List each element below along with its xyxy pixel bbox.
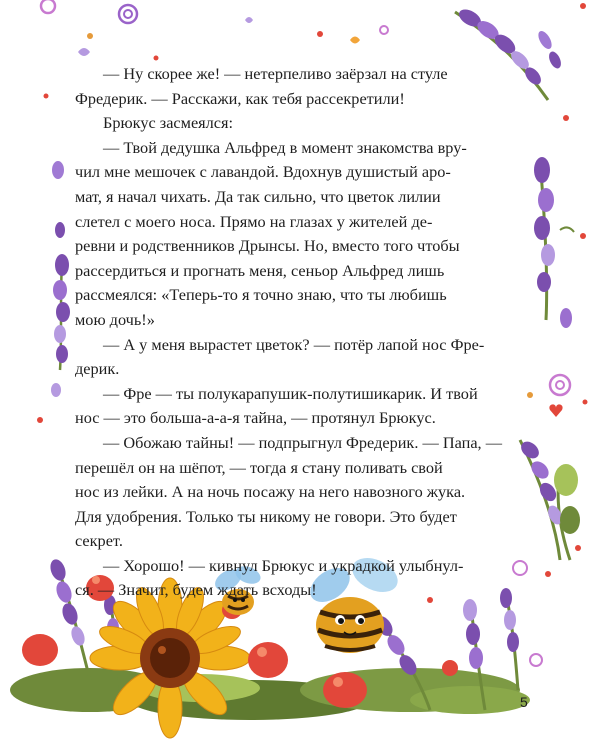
text-line: нос из лейки. А на ночь посажу на него навозного жука.	[75, 482, 466, 502]
paragraph	[75, 111, 515, 136]
text-line: Для удобрения. Только ты никому не говори. Это будет	[75, 506, 457, 526]
text-line: рассмеялся: «Теперь-то я точно знаю, что ты любишь	[75, 285, 447, 305]
paragraph	[75, 136, 515, 333]
text-line: слетел с моего носа. Прямо на глазах у жителей де-	[75, 211, 433, 231]
text-line: — Фре — ты полукарапушик-полутишикарик. И твой	[103, 383, 478, 403]
lavender-bunch-right	[513, 438, 581, 666]
paragraph	[75, 554, 515, 603]
text-line: — Хорошо! — кивнул Брюкус и украдкой улыбнул-	[103, 555, 464, 575]
lavender-left-border	[37, 94, 70, 424]
paragraph	[75, 62, 515, 111]
paragraph	[75, 333, 515, 382]
text-line: рассердиться и прогнать меня, сеньор Альфред лишь	[75, 260, 445, 280]
text-line: — А у меня вырастет цветок? — потёр лапой нос Фре-	[103, 334, 485, 354]
paragraph	[75, 382, 515, 431]
paragraph	[75, 431, 515, 554]
text-line: ся. — Значит, будем ждать всходы!	[75, 580, 317, 600]
text-line: перешёл он на шёпот, — тогда я стану поливать свой	[75, 457, 443, 477]
text-line: Брюкус засмеялся:	[103, 113, 234, 133]
text-line: нос — это больша-а-а-я тайна, — протянул Брюкус.	[75, 408, 436, 428]
text-line: мою дочь!»	[75, 309, 155, 329]
text-line: чил мне мешочек с лавандой. Вдохнув душистый аро-	[75, 162, 451, 182]
page-number: 5	[520, 694, 528, 710]
text-line: — Ну скорее же! — нетерпеливо заёрзал на стуле	[103, 64, 448, 83]
text-line: — Обожаю тайны! — подпрыгнул Фредерик. — Папа, —	[103, 432, 502, 452]
text-line: — Твой дедушка Альфред в момент знакомства вру-	[103, 137, 467, 157]
text-line: секрет.	[75, 531, 123, 551]
text-line: Фредерик. — Расскажи, как тебя рассекретили!	[75, 88, 405, 108]
text-line: мат, я начал чихать. Да так сильно, что цветок лилии	[75, 186, 441, 206]
text-line: ревни и родственников Дрынсы. Но, вместо того чтобы	[75, 236, 460, 256]
text-line: дерик.	[75, 359, 120, 379]
story-text	[75, 62, 515, 603]
lavender-right-border	[534, 157, 586, 328]
